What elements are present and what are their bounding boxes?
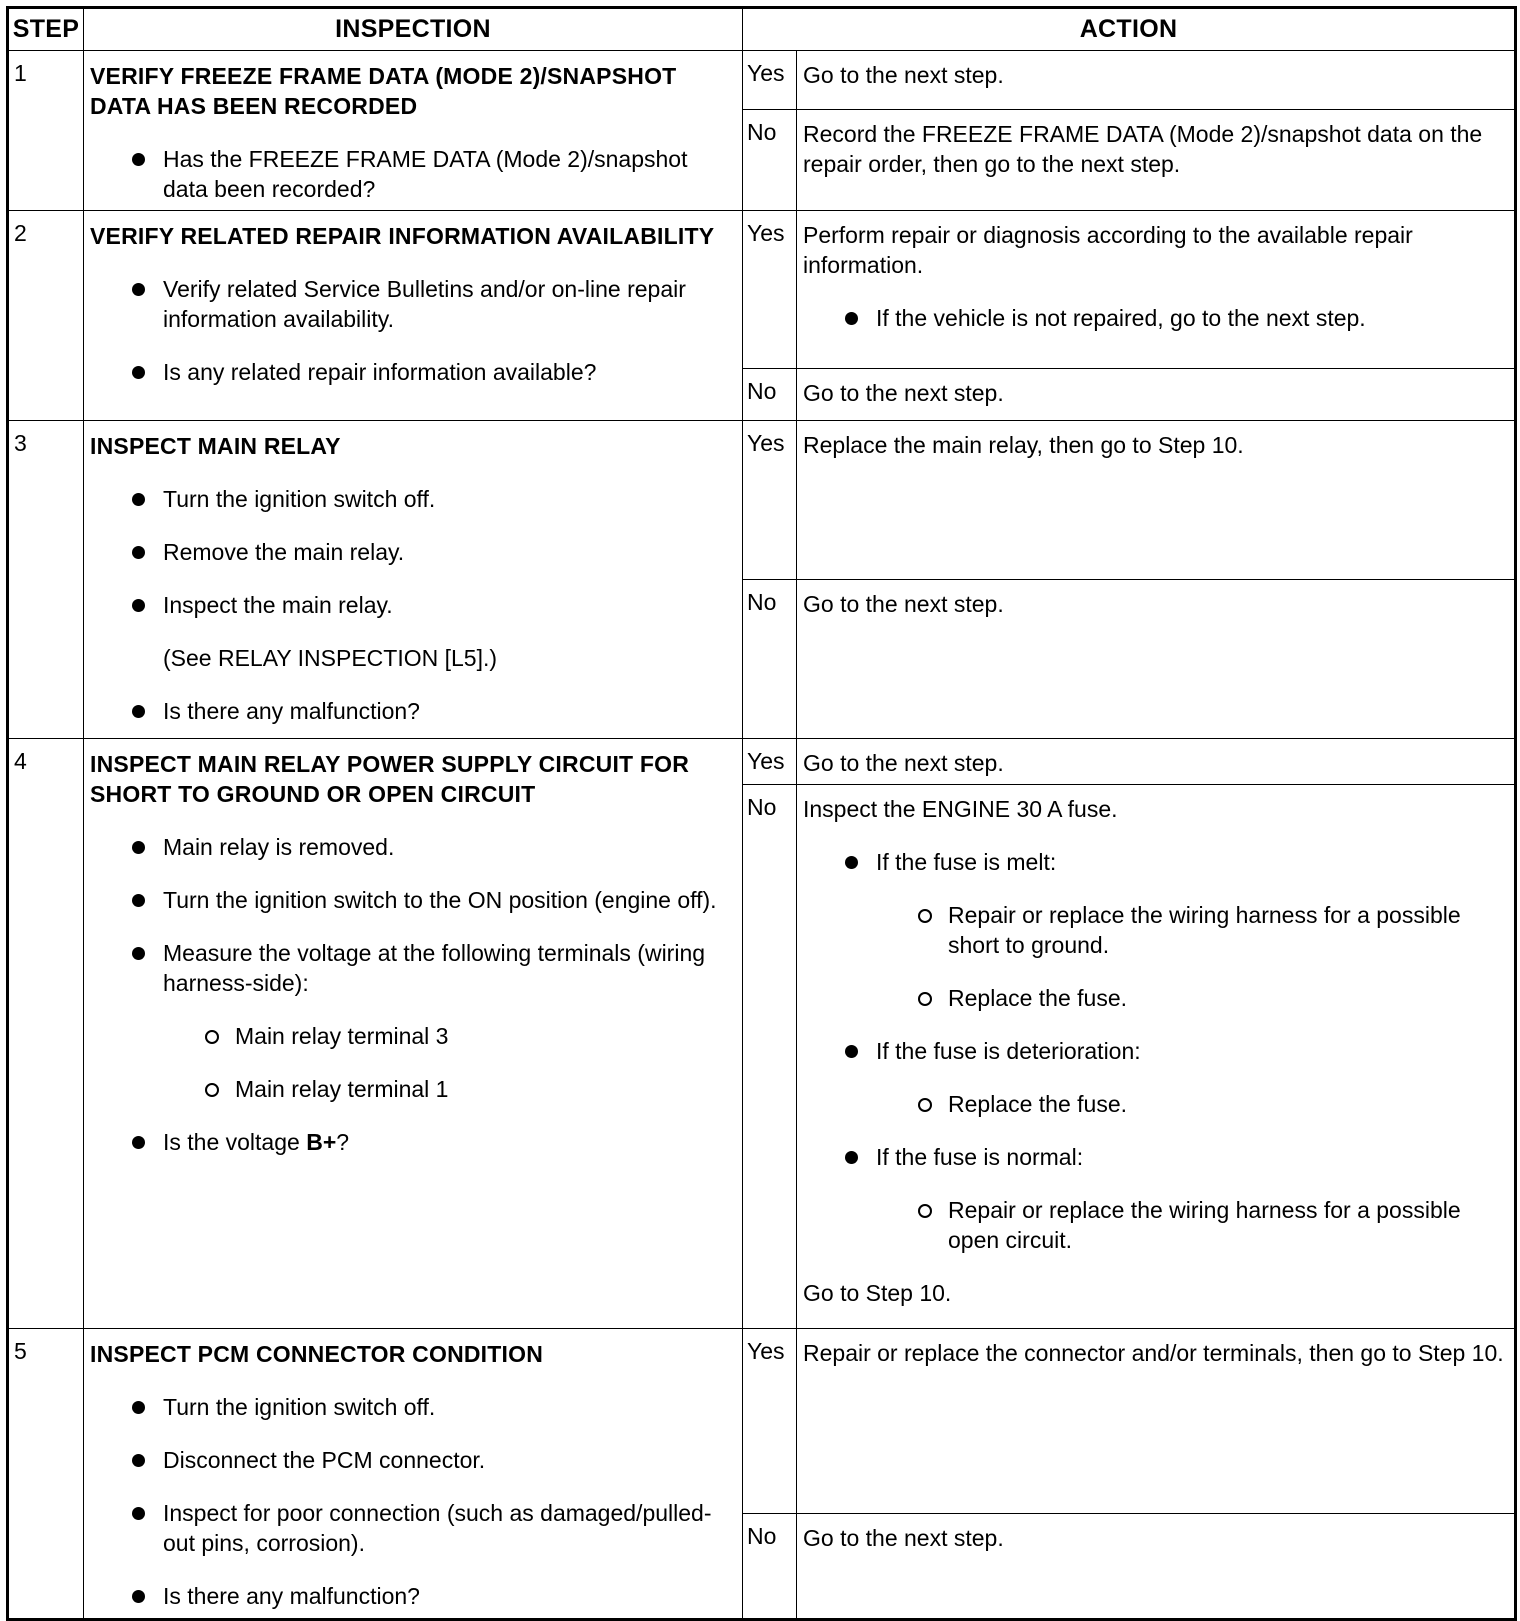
yes-label: Yes [743,739,797,785]
inspection-item: Is any related repair information available? [90,357,734,387]
step-title: INSPECT MAIN RELAY POWER SUPPLY CIRCUIT FOR SHORT TO GROUND OR OPEN CIRCUIT [90,751,690,807]
step-title: VERIFY RELATED REPAIR INFORMATION AVAILABILITY [90,223,715,249]
no-label: No [743,369,797,421]
inspection-subitem: Main relay terminal 3 [90,1021,734,1051]
yes-action: Perform repair or diagnosis according to the available repair information. [803,222,1413,278]
step-4-yes-row [8,739,1516,785]
yes-label: Yes [743,211,797,369]
step-number: 3 [8,421,84,739]
question-text: Is the voltage [163,1129,307,1155]
inspection-item: Remove the main relay. [90,537,734,567]
yes-label: Yes [743,51,797,110]
yes-action: Go to the next step. [797,51,1516,110]
header-inspection: INSPECTION [84,8,743,51]
no-label: No [743,1514,797,1620]
no-action-outro: Go to Step 10. [803,1280,952,1306]
action-item: If the vehicle is not repaired, go to the next step. [803,303,1508,333]
reference-note: (See RELAY INSPECTION [L5].) [163,645,498,671]
step-number: 4 [8,739,84,1329]
action-subitem: Repair or replace the wiring harness for a possible open circuit. [803,1195,1508,1255]
inspection-subitem: Main relay terminal 1 [90,1074,734,1104]
inspection-item [90,1127,734,1157]
inspection-item: Inspect for poor connection (such as damaged/pulled-out pins, corrosion). [90,1498,734,1558]
action-item: If the fuse is normal: [803,1142,1508,1172]
step-number: 5 [8,1329,84,1620]
action-item: If the fuse is melt: [803,847,1508,877]
yes-action: Go to the next step. [797,739,1516,785]
yes-action: Repair or replace the connector and/or terminals, then go to Step 10. [797,1329,1516,1514]
inspection-document [6,6,1514,1621]
action-subitem: Repair or replace the wiring harness for a possible short to ground. [803,900,1508,960]
no-action: Record the FREEZE FRAME DATA (Mode 2)/snapshot data on the repair order, then go to the next step. [797,110,1516,211]
yes-action: Replace the main relay, then go to Step 10. [797,421,1516,580]
step-number: 2 [8,211,84,421]
no-action-cell [797,785,1516,1329]
no-action: Go to the next step. [797,580,1516,739]
inspection-item: Turn the ignition switch to the ON position (engine off). [90,885,734,915]
no-label: No [743,580,797,739]
step-title: INSPECT MAIN RELAY [90,433,341,459]
inspection-item: Turn the ignition switch off. [90,1392,734,1422]
step-5-inspection [84,1329,743,1620]
action-subitem: Replace the fuse. [803,1089,1508,1119]
inspection-item: Verify related Service Bulletins and/or on-line repair information availability. [90,274,734,334]
step-title: VERIFY FREEZE FRAME DATA (MODE 2)/SNAPSHOT DATA HAS BEEN RECORDED [90,63,677,119]
yes-action-cell [797,211,1516,369]
no-label: No [743,110,797,211]
step-3-inspection [84,421,743,739]
inspection-item: Main relay is removed. [90,832,734,862]
step-5-yes-row [8,1329,1516,1514]
diagnostic-table [6,6,1517,1621]
step-4-inspection [84,739,743,1329]
no-action: Go to the next step. [797,369,1516,421]
question-mark: ? [336,1129,350,1155]
inspection-item: Measure the voltage at the following terminals (wiring harness-side): [90,938,734,998]
inspection-item: Is there any malfunction? [90,1581,734,1611]
no-action: Go to the next step. [797,1514,1516,1620]
inspection-item: Has the FREEZE FRAME DATA (Mode 2)/snapshot data been recorded? [90,144,734,204]
inspection-item: Inspect the main relay. [90,590,734,620]
header-action: ACTION [743,8,1516,51]
no-label: No [743,785,797,1329]
header-row [8,8,1516,51]
inspection-item: Turn the ignition switch off. [90,484,734,514]
action-item: If the fuse is deterioration: [803,1036,1508,1066]
step-2-yes-row [8,211,1516,369]
yes-label: Yes [743,421,797,580]
step-title: INSPECT PCM CONNECTOR CONDITION [90,1341,544,1367]
step-1-inspection [84,51,743,211]
inspection-item: Disconnect the PCM connector. [90,1445,734,1475]
header-step: STEP [8,8,84,51]
step-3-yes-row [8,421,1516,580]
step-1-yes-row [8,51,1516,110]
yes-label: Yes [743,1329,797,1514]
no-action: Inspect the ENGINE 30 A fuse. [803,796,1118,822]
action-subitem: Replace the fuse. [803,983,1508,1013]
step-number: 1 [8,51,84,211]
step-2-inspection [84,211,743,421]
voltage-value: B+ [306,1129,337,1155]
inspection-item: Is there any malfunction? [90,696,734,726]
